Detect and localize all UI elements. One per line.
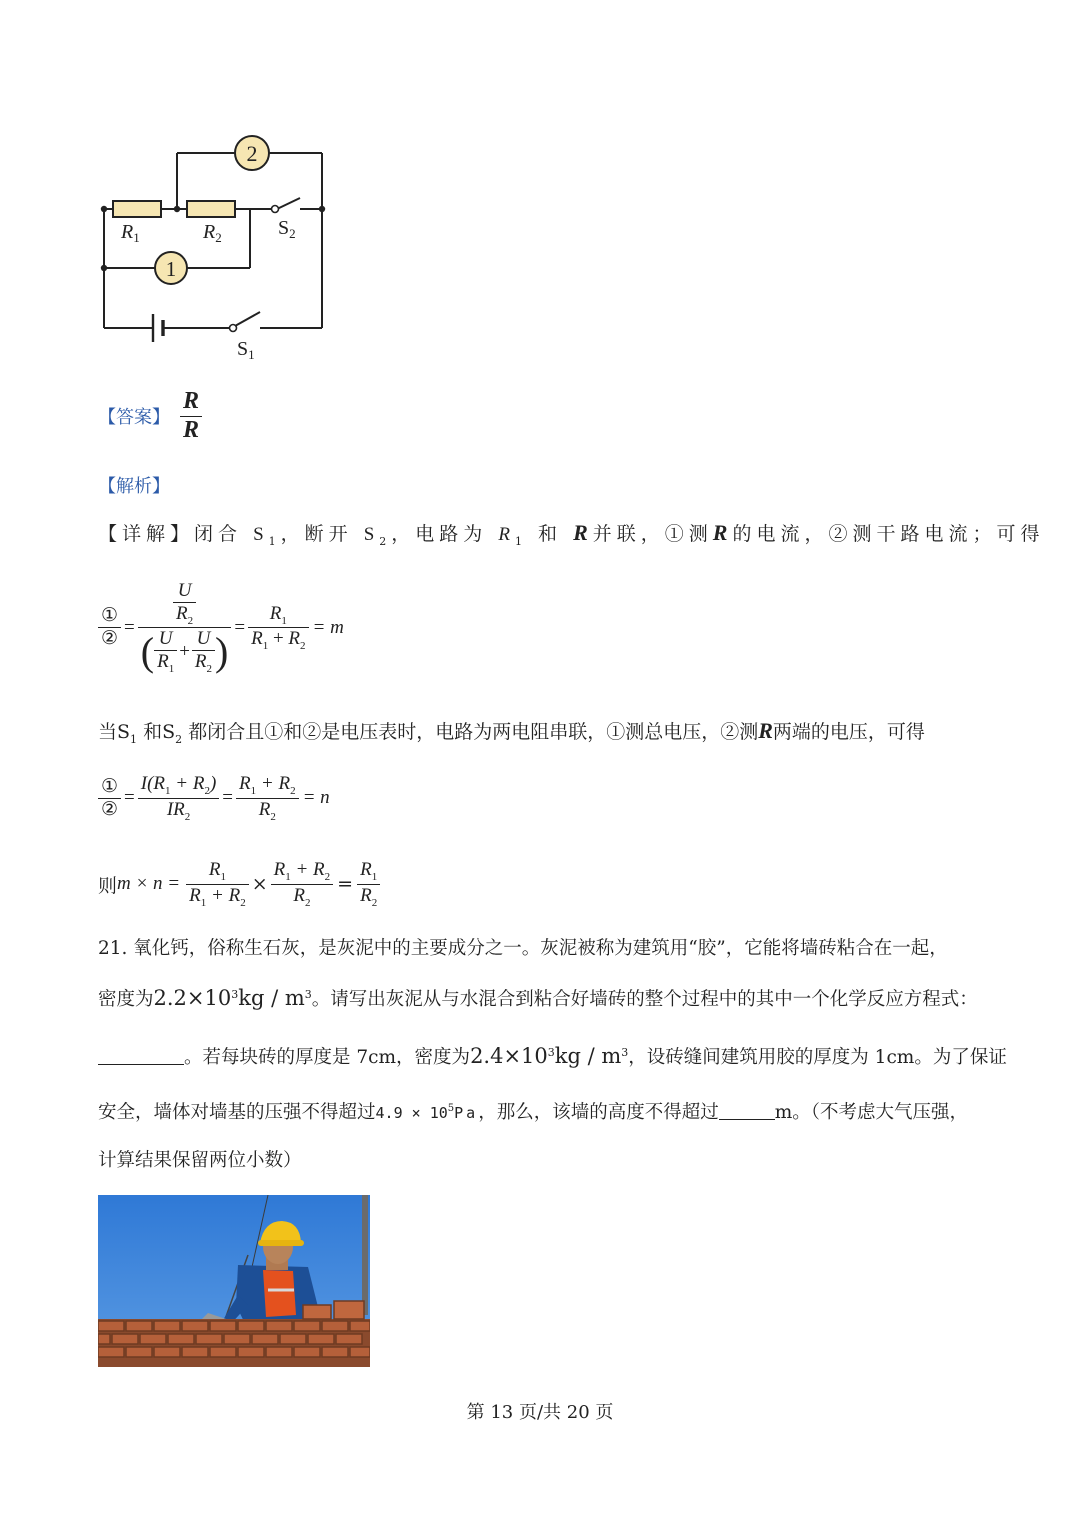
q21-line-1: 21. 氧化钙，俗称生石灰，是灰泥中的主要成分之一。灰泥被称为建筑用“胶”，它能将墙砖粘合在一起， xyxy=(98,938,948,959)
eq1-simplified: $\frac{R_1}{R_1 + R_2}$ xyxy=(248,603,308,653)
label-s1: $S_1$ xyxy=(237,338,255,362)
bricklayer-photo xyxy=(98,1195,370,1367)
meter-1-icon xyxy=(155,252,187,284)
answer-blank-equation[interactable] xyxy=(98,1064,184,1065)
eq1-big-fraction: $\frac{U}{R_2}$ ( $\frac{U}{R_1}$ + $\frac{U}{R_2}$ ) xyxy=(138,580,232,676)
analysis-label: 【解析】 xyxy=(98,476,170,497)
equation-2: $\frac{\text{①}}{\text{②}}$ = $\frac{I(R_1 + R_2)}{IR_2}$ = $\frac{R_1 + R_2}{R_2}$ = n xyxy=(98,766,330,830)
label-r1: $R_1$ xyxy=(121,221,140,245)
equation-1: $\frac{\text{①}}{\text{②}}$ = $\frac{U}{R_2}$ ( $\frac{U}{R_1}$ + $\frac{U}{R_2}$ ) = $\frac{R_1}{R_1 + R_2}$ = m xyxy=(98,565,344,690)
resistor-r1 xyxy=(113,201,161,217)
label-s2: $S_2$ xyxy=(278,217,296,241)
q21-line-4: 安全，墙体对墙基的压强不得超过$4.9 \times 10^5Pa$，那么，该墙的高度不得超过 m。（不考虑大气压强， xyxy=(98,1102,969,1124)
circuit-diagram xyxy=(95,128,345,368)
svg-text:2: 2 xyxy=(246,141,258,166)
q21-line-3: 。若每块砖的厚度是 7cm，密度为$2.4\times 10^3kg / m^3$，设砖缝间建筑用胶的厚度为 1cm。为了保证 xyxy=(98,1046,1007,1068)
eq1-lhs: $\frac{\text{①}}{\text{②}}$ xyxy=(98,605,121,650)
q21-line-2: 密度为$2.2\times 10^3kg / m^3$。请写出灰泥从与水混合到粘合好墙砖的整个过程中的其中一个化学反应方程式： xyxy=(98,986,978,1010)
equation-3: 则 m × n = $\frac{R_1}{R_1 + R_2}$ × $\frac{R_1 + R_2}{R_2}$ = $\frac{R_1}{R_2}$ xyxy=(98,852,380,916)
q21-line-5: 计算结果保留两位小数） xyxy=(98,1150,302,1171)
resistor-r2 xyxy=(187,201,235,217)
answer-label: 【答案】 xyxy=(98,407,170,429)
answer-row xyxy=(98,388,202,444)
answer-fraction: $\frac{R}{R}$ xyxy=(180,388,202,444)
page-footer: 第 13 页/共 20 页 xyxy=(466,1402,614,1423)
paragraph-2: 当$S_1$ 和$S_2$ 都闭合且①和②是电压表时，电路为两电阻串联，①测总电压，②测R两端的电压，可得 xyxy=(98,718,925,746)
detail-paragraph: 【详解】闭合 $S_1$，断开 $S_2$，电路为 $R_1$ 和 R并联，①测R的电流，②测干路电流；可得 xyxy=(98,520,1045,548)
label-r2: $R_2$ xyxy=(203,221,222,245)
meter-2-icon xyxy=(235,136,269,170)
answer-blank-height[interactable] xyxy=(719,1119,775,1120)
svg-text:1: 1 xyxy=(165,257,177,281)
